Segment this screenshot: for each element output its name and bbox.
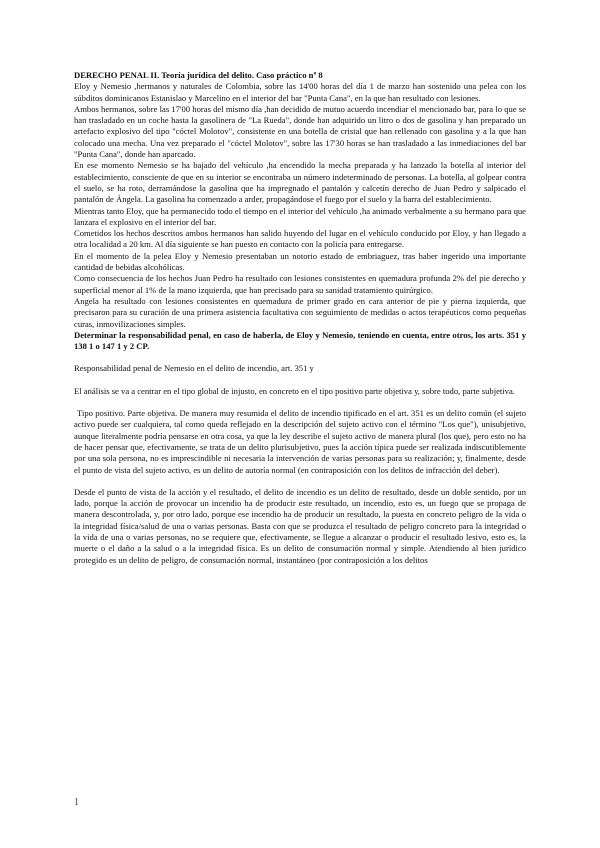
facts-paragraph-4: Mientras tanto Eloy, que ha permanecido todo el tiempo en el interior del vehículo ,ha animado verbalmente a su hermano para que lanzara el explosivo en el interior del bar. [74, 205, 526, 227]
accion-resultado-paragraph: Desde el punto de vista de la acción y el resultado, el delito de incendio es un delito de resultado, desde un doble sentido, por un lado, porque la acción de provocar un incendio ha de producir este resultado, un incendio, esto es, un fuego que se propaga de manera descontrolada, y, por otro lado, porque ese incendio ha de producir un resultado, la puesta en concreto peligro de la vida o la integridad física/salud de una o varias personas. Basta con que se produzca el resultado de peligro concreto para la integridad o la vida de una o varias personas, no se requiere que, efectivamente, se llegue a alcanzar o producir el resultado lesivo, esto es, la muerte o el daño a la salud o a la integridad física. Es un delito de consumación normal y simple. Atendiendo al bien jurídico protegido es un delito de peligro, de consumación normal, instantáneo (por contraposición a los delitos [74, 486, 526, 565]
case-question: Determinar la responsabilidad penal, en caso de haberla, de Eloy y Nemesio, teniendo en cuenta, entre otros, los arts. 351 y 138 1 o 147 1 y 2 CP. [74, 329, 526, 352]
facts-paragraph-1: Eloy y Nemesio ,hermanos y naturales de Colombia, sobre las 14'00 horas del día 1 de marzo han sostenido una pelea con los súbditos dominicanos Estanislao y Marcelino en el interior del bar "Punta Cana", en la que han resultado con lesiones. [74, 81, 526, 103]
facts-paragraph-7: Como consecuencia de los hechos Juan Pedro ha resultado con lesiones consistentes en quemadura profunda 2% del pie derecho y superficial menor al 1% de la mano izquierda, que han precisado para su sanidad tratamiento quirúrgico. [74, 273, 526, 295]
document-body [74, 70, 526, 566]
facts-paragraph-5: Cometidos los hechos descritos ambos hermanos han salido huyendo del lugar en el vehículo conducido por Eloy, y han llegado a otra localidad a 20 km. Al día siguiente se han puesto en contacto con la policía para entregarse. [74, 228, 526, 250]
document-title: DERECHO PENAL II. Teoría jurídica del delito. Caso práctico nº 8 [74, 70, 323, 80]
page-number: 1 [74, 797, 79, 808]
facts-paragraph-6: En el momento de la pelea Eloy y Nemesio presentaban un notorio estado de embriaguez, tras haber ingerido una importante cantidad de bebidas alcohólicas. [74, 250, 526, 273]
facts-paragraph-3: En ese momento Nemesio se ha bajado del vehículo ,ha encendido la mecha preparada y ha lanzado la botella al interior del establecimiento, consciente de que en su interior se encontraba un número indeterminado de personas. La botella, al golpear contra el suelo, se ha roto, derramándose la gasolina que ha impregnado el pantalón y calcetín derecho de Juan Pedro y salpicado el pantalón de Ángela. La gasolina ha comenzado a arder, propagándose el fuego por el suelo y la barra del establecimiento. [74, 160, 526, 205]
facts-paragraph-2: Ambos hermanos, sobre las 17'00 horas del mismo día ,han decidido de mutuo acuerdo incendiar el mencionado bar, para lo que se han trasladado en un coche hasta la gasolinera de "La Rueda", donde han adquirido un litro o dos de gasolina y han preparado un artefacto explosivo del tipo "cóctel Molotov", consistente en una botella de cristal que han rellenado con gasolina y a la que han colocado una mecha. Una vez preparado el "cóctel Molotov", sobre las 17'30 horas se han trasladado a las inmediaciones del bar "Punta Cana", donde han aparcado. [74, 103, 526, 160]
section-heading: Responsabilidad penal de Nemesio en el delito de incendio, art. 351 y [74, 363, 314, 374]
tipo-positivo-paragraph: Tipo positivo. Parte objetiva. De manera muy resumida el delito de incendio tipificado en el art. 351 es un delito común (el sujeto activo puede ser cualquiera, tal como queda reflejado en la descripción del sujeto activo con el término "Los que"), unisubjetivo, aunque literalmente podría pensarse en otra cosa, ya que la ley describe el sujeto activo de manera plural (los que), pero esto no ha de hacer pensar que, efectivamente, se trata de un delito plurisubjetivo, pues la acción típica puede ser realizada indiscutiblemente por una sola persona, no es imprescindible ni necesaria la intervención de varias personas para su realización; y, finalmente, desde el punto de vista del sujeto activo, es un delito de autoría normal (en contraposición con los delitos de infracción del deber). [74, 408, 526, 475]
facts-paragraph-8: Angela ha resultado con lesiones consistentes en quemadura de primer grado en cara anterior de pie y pierna izquierda, que precisaron para su curación de una primera asistencia facultativa con seguimiento de medidas o actos terapéuticos como pequeñas curas, inmovilizaciones simples. [74, 295, 526, 329]
analysis-intro: El análisis se va a centrar en el tipo global de injusto, en concreto en el tipo positivo parte objetiva y, sobre todo, parte subjetiva. [74, 385, 515, 396]
